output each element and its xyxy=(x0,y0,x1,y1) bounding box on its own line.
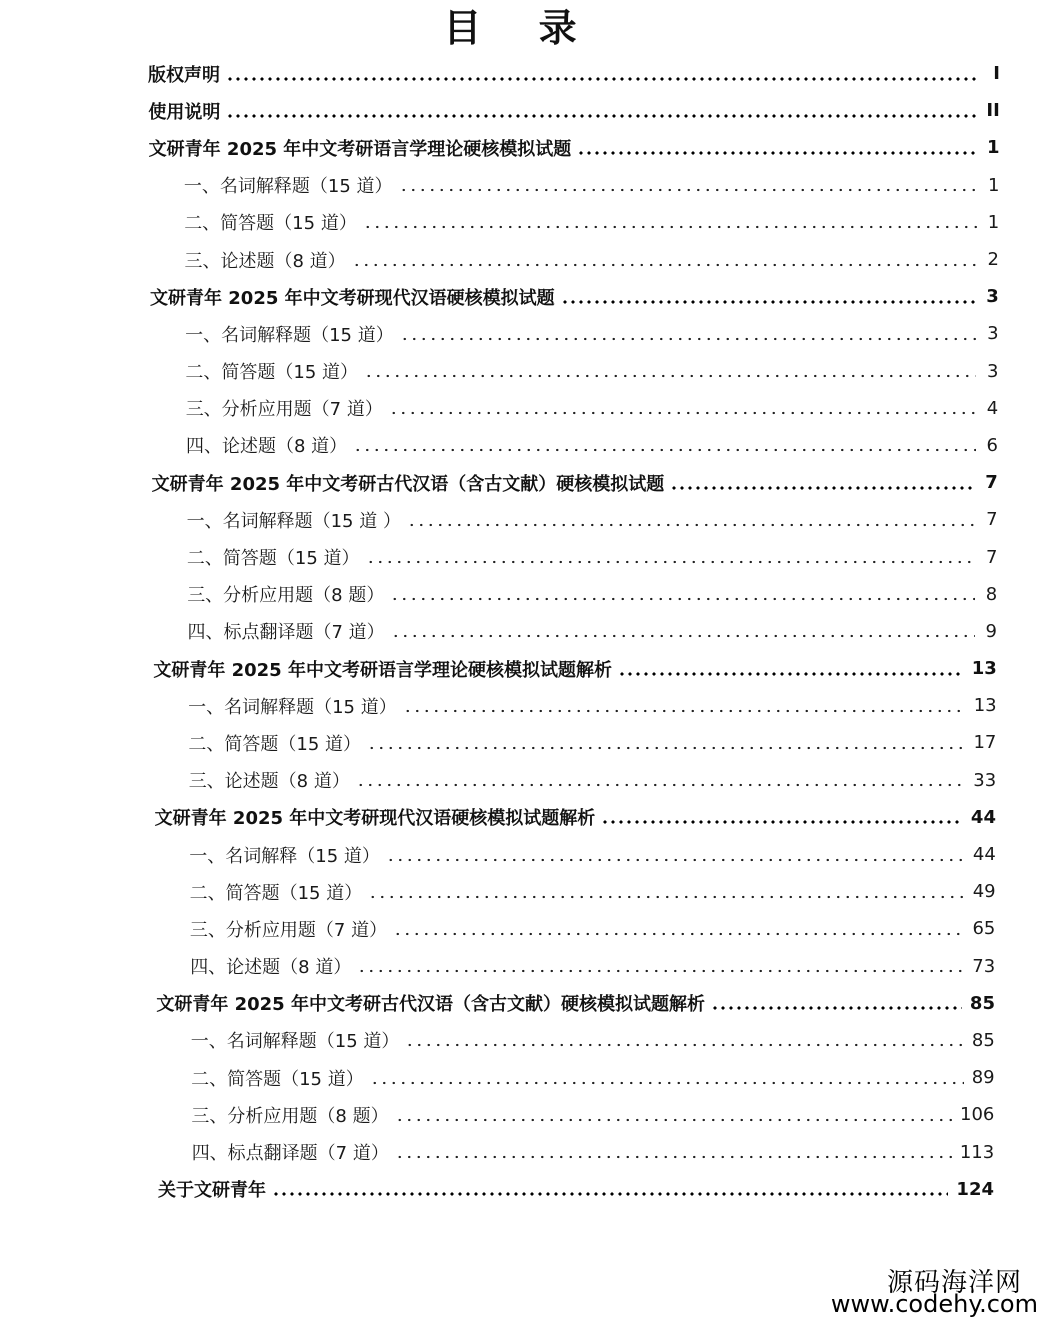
toc-entry-label: 四、标点翻译题（7 道） xyxy=(191,1143,389,1165)
toc-entry-label: 文研青年 2025 年中文考研语言学理论硬核模拟试题 xyxy=(148,138,572,160)
dot-leader xyxy=(400,337,977,341)
toc-entry-page-number: 7 xyxy=(985,472,998,494)
dot-leader xyxy=(601,820,963,824)
dot-leader xyxy=(368,895,964,899)
dot-leader xyxy=(389,411,976,415)
toc-entry-label: 一、名词解释题（15 道） xyxy=(190,1031,400,1053)
toc-entry-page-number: 44 xyxy=(972,844,996,866)
toc-entry-section[interactable] xyxy=(190,873,996,910)
dot-leader xyxy=(367,746,965,750)
toc-entry-label: 版权声明 xyxy=(148,64,220,86)
toc-entry-section[interactable] xyxy=(185,315,999,352)
toc-entry-section[interactable] xyxy=(186,427,998,464)
toc-entry-label: 二、简答题（15 道） xyxy=(191,1068,364,1090)
toc-entry-page-number: 4 xyxy=(986,397,999,419)
watermark-site-name: 源码海洋网 xyxy=(886,1268,1022,1298)
toc-entry-page-number: 1 xyxy=(987,137,1000,159)
toc-entry-label: 文研青年 2025 年中文考研古代汉语（含古文献）硬核模拟试题 xyxy=(151,473,665,495)
toc-entry-label: 四、论述题（8 道） xyxy=(186,436,348,458)
toc-entry-page-number: 1 xyxy=(987,174,1000,196)
toc-entry-label: 使用说明 xyxy=(148,101,221,123)
toc-entry-page-number: 6 xyxy=(986,434,998,456)
toc-entry-chapter[interactable] xyxy=(155,799,996,836)
toc-entry-label: 三、分析应用题（8 题） xyxy=(187,585,385,607)
toc-entry-page-number: 17 xyxy=(973,732,997,754)
toc-entry-page-number: 7 xyxy=(985,546,998,568)
toc-entry-chapter[interactable] xyxy=(149,129,1000,166)
toc-entry-section[interactable] xyxy=(185,241,1000,278)
toc-entry-section[interactable] xyxy=(184,204,999,241)
toc-entry-label: 一、名词解释题（15 道） xyxy=(183,176,393,198)
dot-leader xyxy=(399,188,978,192)
toc-entry-page-number: 106 xyxy=(960,1104,995,1126)
toc-entry-section[interactable] xyxy=(192,1133,995,1170)
toc-entry-section[interactable] xyxy=(190,910,996,947)
toc-entry-section[interactable] xyxy=(187,538,998,575)
toc-entry-label: 二、简答题（15 道） xyxy=(185,362,359,384)
toc-entry-label: 关于文研青年 xyxy=(158,1180,266,1202)
toc-entry-label: 三、论述题（8 道） xyxy=(188,771,350,793)
dot-leader xyxy=(407,523,976,527)
toc-entry-page-number: 124 xyxy=(956,1178,994,1200)
toc-entry-page-number: 85 xyxy=(971,1029,995,1051)
toc-entry-page-number: 85 xyxy=(969,992,995,1014)
toc-entry-page-number: 44 xyxy=(970,806,996,828)
dot-leader xyxy=(577,151,977,155)
dot-leader xyxy=(272,1192,948,1196)
toc-entry-page-number: II xyxy=(986,100,1000,122)
toc-entry-label: 一、名词解释题（15 道） xyxy=(188,696,397,718)
toc-entry-page-number: 13 xyxy=(971,658,997,680)
dot-leader xyxy=(670,486,975,490)
page-title: 目 录 xyxy=(443,6,599,50)
toc-entry-chapter[interactable] xyxy=(152,464,998,501)
dot-leader xyxy=(561,300,977,304)
toc-entry-label: 一、名词解释题（15 道） xyxy=(185,324,394,346)
toc-entry-label: 二、简答题（15 道） xyxy=(188,733,362,755)
toc-entry-section[interactable] xyxy=(191,1096,994,1133)
dot-leader xyxy=(226,77,978,81)
toc-entry-page-number: 2 xyxy=(987,249,999,271)
dot-leader xyxy=(364,374,976,378)
dot-leader xyxy=(226,114,977,118)
dot-leader xyxy=(395,1155,952,1159)
dot-leader xyxy=(405,1043,963,1047)
toc-entry-page-number: 73 xyxy=(972,955,996,977)
toc-entry-section[interactable] xyxy=(187,501,998,538)
watermark-url: www.codehy.com xyxy=(830,1290,1038,1318)
dot-leader xyxy=(352,263,977,267)
toc-entry-label: 文研青年 2025 年中文考研语言学理论硬核模拟试题解析 xyxy=(153,659,612,681)
toc-entry-section[interactable] xyxy=(185,353,998,390)
toc-entry-section[interactable] xyxy=(187,576,997,613)
toc-entry-page-number: 3 xyxy=(986,360,999,382)
toc-entry-chapter[interactable] xyxy=(148,92,999,129)
toc-entry-page-number: 3 xyxy=(986,286,999,308)
toc-entry-label: 三、分析应用题（8 题） xyxy=(191,1105,389,1127)
dot-leader xyxy=(356,783,965,787)
toc-entry-chapter[interactable] xyxy=(153,650,996,687)
toc-entry-label: 文研青年 2025 年中文考研现代汉语硬核模拟试题 xyxy=(150,287,555,309)
toc-entry-section[interactable] xyxy=(186,390,999,427)
dot-leader xyxy=(618,672,964,676)
toc-entry-section[interactable] xyxy=(188,687,997,724)
toc-entry-label: 四、论述题（8 道） xyxy=(190,957,352,979)
toc-entry-section[interactable] xyxy=(188,724,996,761)
dot-leader xyxy=(366,560,976,564)
toc-entry-label: 二、简答题（15 道） xyxy=(184,213,357,235)
toc-entry-page-number: 8 xyxy=(985,583,998,605)
toc-entry-label: 文研青年 2025 年中文考研古代汉语（含古文献）硬核模拟试题解析 xyxy=(156,994,705,1016)
toc-entry-label: 三、分析应用题（7 道） xyxy=(185,399,383,421)
dot-leader xyxy=(393,932,964,936)
dot-leader xyxy=(363,225,977,229)
dot-leader xyxy=(386,858,965,862)
dot-leader xyxy=(357,969,964,973)
dot-leader xyxy=(370,1081,964,1085)
toc-entry-chapter[interactable] xyxy=(148,55,1000,92)
toc-entry-page-number: 9 xyxy=(985,620,997,642)
toc-entry-page-number: 33 xyxy=(973,769,997,791)
toc-entry-page-number: 1 xyxy=(987,211,1000,233)
toc-entry-label: 三、论述题（8 道） xyxy=(184,250,346,272)
toc-entry-label: 四、标点翻译题（7 道） xyxy=(187,622,385,644)
toc-entry-chapter[interactable] xyxy=(158,1171,994,1208)
toc-entry-page-number: 89 xyxy=(971,1067,995,1089)
toc-entry-page-number: I xyxy=(993,63,1000,85)
toc-entry-page-number: 7 xyxy=(986,509,998,531)
dot-leader xyxy=(353,448,976,452)
dot-leader xyxy=(391,634,975,638)
toc-entry-label: 二、简答题（15 道） xyxy=(189,882,363,904)
toc-entry-page-number: 113 xyxy=(959,1141,995,1163)
dot-leader xyxy=(390,597,975,601)
toc-entry-label: 一、名词解释题（15 道 ） xyxy=(186,510,401,532)
toc-entry-label: 三、分析应用题（7 道） xyxy=(189,919,388,941)
toc-entry-section[interactable] xyxy=(189,836,996,873)
toc-entry-chapter[interactable] xyxy=(156,985,995,1022)
toc-entry-section[interactable] xyxy=(191,1022,995,1059)
toc-entry-page-number: 13 xyxy=(973,695,997,717)
toc-entry-page-number: 65 xyxy=(972,918,996,940)
toc-entry-label: 文研青年 2025 年中文考研现代汉语硬核模拟试题解析 xyxy=(154,808,596,830)
toc-entry-section[interactable] xyxy=(189,762,997,799)
toc-entry-section[interactable] xyxy=(184,167,1000,204)
table-of-contents xyxy=(0,55,1042,1208)
toc-entry-page-number: 49 xyxy=(972,881,996,903)
toc-entry-section[interactable] xyxy=(190,948,995,985)
dot-leader xyxy=(403,709,966,713)
toc-entry-section[interactable] xyxy=(191,1059,995,1096)
dot-leader xyxy=(711,1006,962,1010)
toc-entry-chapter[interactable] xyxy=(150,278,999,315)
toc-entry-section[interactable] xyxy=(188,613,998,650)
dot-leader xyxy=(395,1118,952,1122)
toc-entry-label: 一、名词解释（15 道） xyxy=(189,845,380,867)
toc-entry-label: 二、简答题（15 道） xyxy=(186,548,360,570)
toc-entry-page-number: 3 xyxy=(987,323,999,345)
